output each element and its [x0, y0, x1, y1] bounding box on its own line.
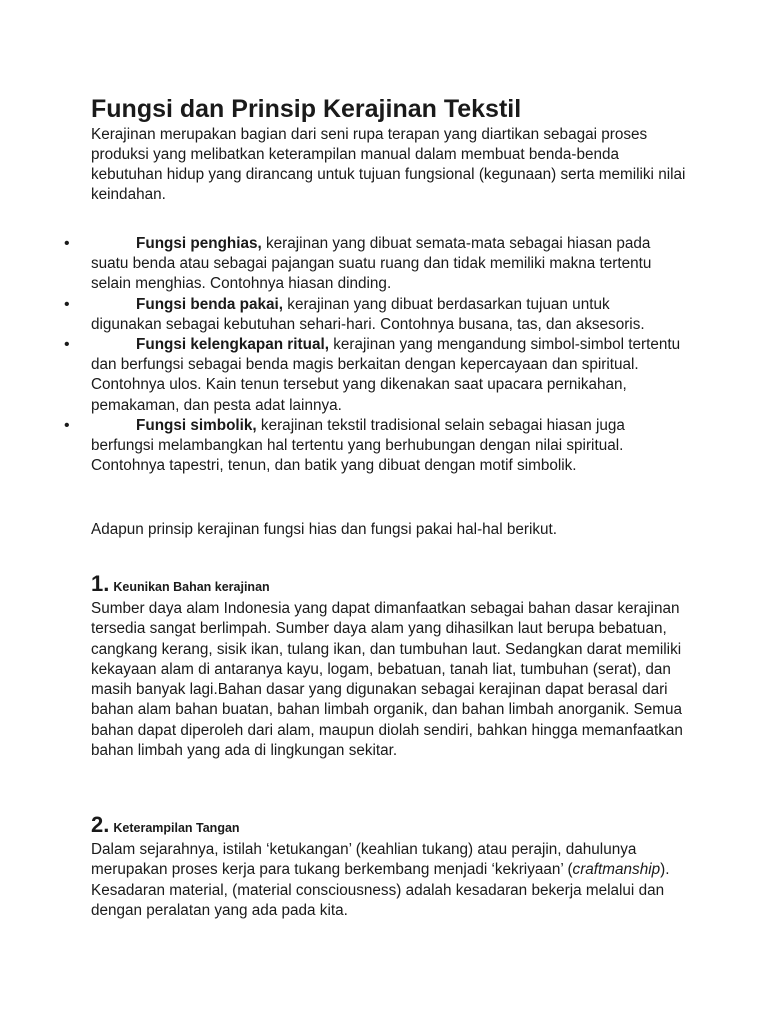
list-item-body: kerajinan tekstil tradisional selain sebagai hiasan juga berfungsi melambangkan hal tertentu yang berhubungan dengan nilai spiritual. Contohnya tapestri, tenun, dan batik yang dibuat dengan motif simbolik.	[91, 416, 625, 475]
bullet-icon: •	[64, 416, 70, 434]
section-body-keterampilan	[91, 840, 691, 921]
list-item-lead: Fungsi simbolik,	[136, 416, 257, 434]
list-item-simbolik	[0, 416, 681, 477]
section-body-italic: craftmanship	[572, 861, 661, 879]
list-item-text	[91, 335, 681, 416]
list-item-text	[91, 234, 681, 295]
section-body-bahan: Sumber daya alam Indonesia yang dapat dimanfaatkan sebagai bahan dasar kerajinan tersedia sangat berlimpah. Sumber daya alam yang dihasilkan laut berupa bebatuan, cangkang kerang, sisik ikan, tulang ikan, dan tumbuhan laut. Sedangkan darat memiliki kekayaan alam di antaranya kayu, logam, bebatuan, tanah liat, tumbuhan (serat), dan masih banyak lagi.Bahan dasar yang digunakan sebagai kerajinan dapat berasal dari bahan alam bahan buatan, bahan limbah organik, dan bahan limbah anorganik. Semua bahan dapat diperoleh dari alam, maupun diolah sendiri, bahkan hingga memanfaatkan bahan limbah yang ada di lingkungan sekitar.	[91, 600, 683, 760]
section-title: Keunikan Bahan kerajinan	[113, 580, 270, 594]
bullet-icon: •	[64, 295, 70, 313]
list-item-lead: Fungsi kelengkapan ritual,	[136, 336, 329, 354]
intro-paragraph: Kerajinan merupakan bagian dari seni rupa terapan yang diartikan sebagai proses produksi yang melibatkan keterampilan manual dalam membuat benda-benda kebutuhan hidup yang dirancang untuk tujuan fungsional (kegunaan) serta memiliki nilai keindahan.	[91, 126, 686, 203]
list-item-lead: Fungsi penghias,	[136, 235, 262, 252]
list-item-lead: Fungsi benda pakai,	[136, 295, 284, 313]
list-item-body: kerajinan yang dibuat berdasarkan tujuan untuk digunakan sebagai kebutuhan sehari-hari. Contohnya busana, tas, dan aksesoris.	[91, 295, 645, 333]
section-number: 2.	[91, 812, 110, 837]
list-item-benda-pakai	[0, 295, 681, 335]
page-title: Fungsi dan Prinsip Kerajinan Tekstil	[91, 95, 522, 123]
section-body-text: ). Kesadaran material, (material consciousness) adalah kesadaran bekerja melalui dan dengan peralatan yang ada pada kita.	[91, 861, 670, 919]
list-item-body: kerajinan yang mengandung simbol-simbol tertentu dan berfungsi sebagai benda magis berkaitan dengan kepercayaan dan spiritual. Contohnya ulos. Kain tenun tersebut yang dikenakan saat upacara pernikahan, pemakaman, dan pesta adat lainnya.	[91, 336, 681, 414]
list-item-ritual	[0, 335, 681, 416]
function-list	[0, 234, 768, 476]
section-heading-bahan	[91, 570, 270, 598]
section-number: 1.	[91, 571, 110, 596]
list-item-body: kerajinan yang dibuat semata-mata sebagai hiasan pada suatu benda atau sebagai pajangan suatu ruang dan tidak memiliki makna tertentu selain menghias. Contohnya hiasan dinding.	[91, 235, 652, 293]
section-heading-keterampilan	[91, 811, 240, 839]
section-title: Keterampilan Tangan	[113, 821, 240, 835]
closing-sentence: Adapun prinsip kerajinan fungsi hias dan fungsi pakai hal-hal berikut.	[91, 521, 558, 538]
bullet-icon: •	[64, 235, 70, 252]
bullet-icon: •	[64, 336, 70, 354]
section-body-text: Dalam sejarahnya, istilah ‘ketukangan’ (keahlian tukang) atau perajin, dahulunya merupakan proses kerja para tukang berkembang menjadi ‘kekriyaan’ (	[91, 841, 637, 879]
list-item-text	[91, 295, 681, 335]
list-item-text	[91, 416, 681, 477]
list-item-penghias	[0, 234, 681, 295]
